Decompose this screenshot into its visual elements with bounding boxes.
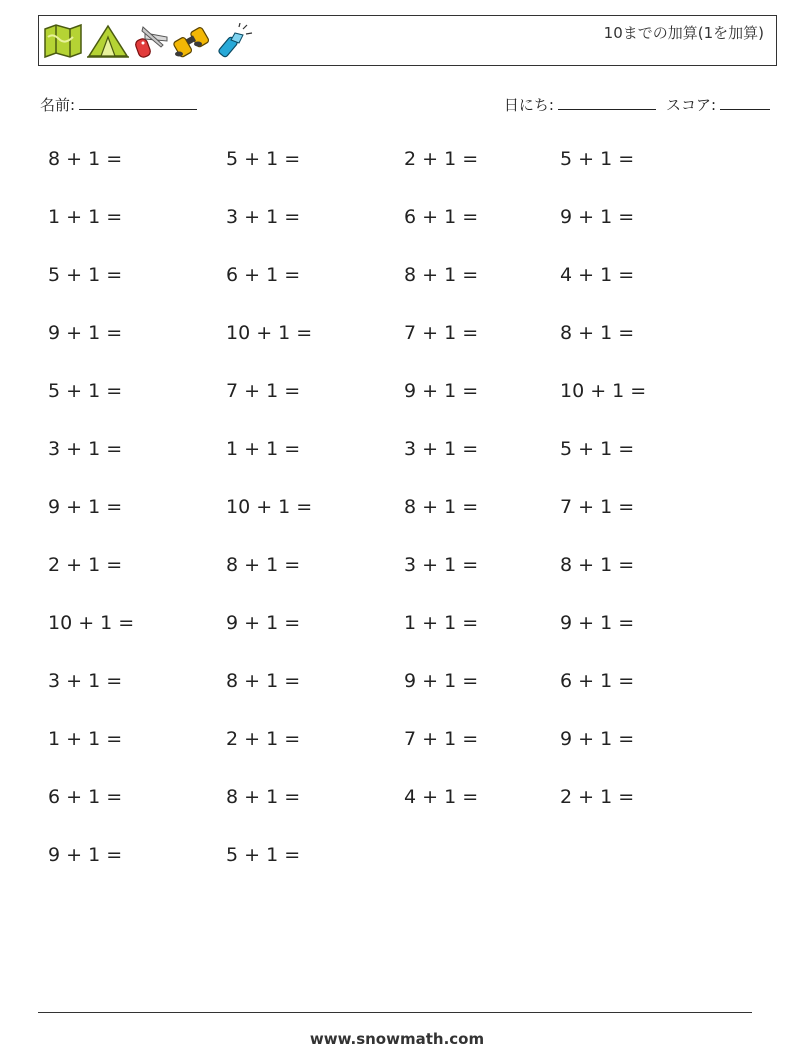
- problem-item: 4 + 1 =: [560, 264, 635, 286]
- problem-item: 7 + 1 =: [404, 728, 479, 750]
- problem-row: [0, 778, 794, 836]
- map-icon: [43, 23, 83, 59]
- problem-item: 9 + 1 =: [404, 380, 479, 402]
- problem-item: 5 + 1 =: [226, 844, 301, 866]
- problem-item: 9 + 1 =: [48, 844, 123, 866]
- problem-item: 3 + 1 =: [226, 206, 301, 228]
- problem-item: 7 + 1 =: [404, 322, 479, 344]
- worksheet-title: 10までの加算(1を加算): [603, 24, 764, 42]
- icon-strip: [43, 20, 253, 62]
- tent-icon: [87, 23, 129, 59]
- score-label: スコア:: [665, 96, 716, 114]
- problem-row: [0, 430, 794, 488]
- problem-item: 9 + 1 =: [48, 496, 123, 518]
- problem-item: 2 + 1 =: [226, 728, 301, 750]
- problem-item: 9 + 1 =: [48, 322, 123, 344]
- problem-item: 3 + 1 =: [404, 554, 479, 576]
- problem-item: 8 + 1 =: [226, 670, 301, 692]
- problem-item: 3 + 1 =: [404, 438, 479, 460]
- problem-item: 8 + 1 =: [560, 322, 635, 344]
- problem-item: 9 + 1 =: [404, 670, 479, 692]
- worksheet-header: [38, 15, 777, 66]
- problem-item: 10 + 1 =: [226, 322, 313, 344]
- name-label: 名前:: [40, 96, 76, 114]
- problem-item: 5 + 1 =: [48, 380, 123, 402]
- date-label: 日にち:: [503, 96, 554, 114]
- binoculars-icon: [173, 23, 213, 59]
- problem-item: 10 + 1 =: [226, 496, 313, 518]
- problem-item: 10 + 1 =: [560, 380, 647, 402]
- score-field: [666, 94, 770, 115]
- problem-item: 1 + 1 =: [404, 612, 479, 634]
- footer-divider: [38, 1012, 752, 1013]
- problem-row: [0, 720, 794, 778]
- problem-item: 1 + 1 =: [226, 438, 301, 460]
- problem-item: 8 + 1 =: [404, 496, 479, 518]
- problem-item: 8 + 1 =: [226, 554, 301, 576]
- name-field: [40, 94, 197, 115]
- date-score-fields: [504, 94, 770, 115]
- problem-row: [0, 546, 794, 604]
- problem-item: 3 + 1 =: [48, 670, 123, 692]
- name-blank[interactable]: [79, 95, 197, 110]
- problem-item: 5 + 1 =: [560, 148, 635, 170]
- problem-row: [0, 604, 794, 662]
- problem-row: [0, 198, 794, 256]
- problem-row: [0, 372, 794, 430]
- problem-item: 5 + 1 =: [226, 148, 301, 170]
- pocket-knife-icon: [133, 23, 169, 59]
- footer-url: www.snowmath.com: [309, 1030, 485, 1048]
- problem-item: 8 + 1 =: [48, 148, 123, 170]
- problem-item: 2 + 1 =: [48, 554, 123, 576]
- problem-item: 2 + 1 =: [404, 148, 479, 170]
- problem-item: 6 + 1 =: [404, 206, 479, 228]
- problem-item: 4 + 1 =: [404, 786, 479, 808]
- problem-item: 8 + 1 =: [226, 786, 301, 808]
- problem-item: 7 + 1 =: [560, 496, 635, 518]
- problem-item: 9 + 1 =: [560, 206, 635, 228]
- problem-row: [0, 488, 794, 546]
- problem-item: 8 + 1 =: [404, 264, 479, 286]
- problem-item: 8 + 1 =: [560, 554, 635, 576]
- problem-item: 6 + 1 =: [48, 786, 123, 808]
- problem-item: 5 + 1 =: [48, 264, 123, 286]
- problem-item: 9 + 1 =: [560, 612, 635, 634]
- problem-item: 6 + 1 =: [560, 670, 635, 692]
- problem-item: 9 + 1 =: [226, 612, 301, 634]
- score-blank[interactable]: [720, 95, 770, 110]
- date-field: [504, 94, 656, 115]
- problem-row: [0, 314, 794, 372]
- date-blank[interactable]: [558, 95, 656, 110]
- problem-item: 10 + 1 =: [48, 612, 135, 634]
- problem-item: 1 + 1 =: [48, 728, 123, 750]
- problem-item: 5 + 1 =: [560, 438, 635, 460]
- flashlight-icon: [217, 23, 253, 59]
- problem-row: [0, 662, 794, 720]
- problem-item: 7 + 1 =: [226, 380, 301, 402]
- problem-item: 2 + 1 =: [560, 786, 635, 808]
- problem-grid: [0, 140, 794, 894]
- problem-row: [0, 836, 794, 894]
- problem-item: 9 + 1 =: [560, 728, 635, 750]
- problem-item: 3 + 1 =: [48, 438, 123, 460]
- problem-row: [0, 256, 794, 314]
- problem-row: [0, 140, 794, 198]
- problem-item: 6 + 1 =: [226, 264, 301, 286]
- problem-item: 1 + 1 =: [48, 206, 123, 228]
